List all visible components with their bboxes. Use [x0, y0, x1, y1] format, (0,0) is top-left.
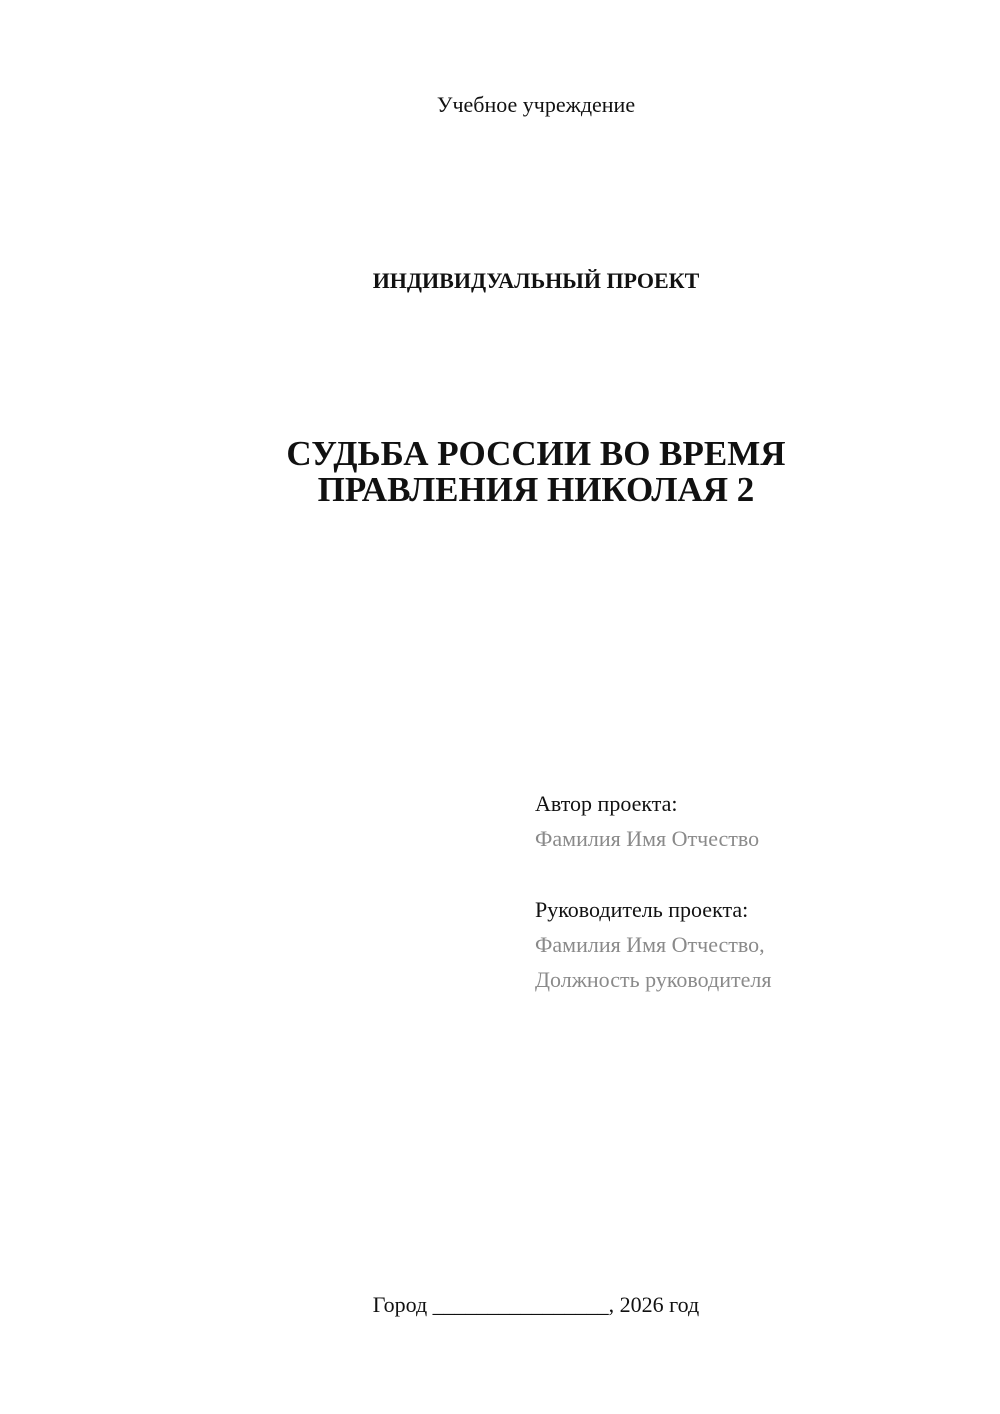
author-name-placeholder: Фамилия Имя Отчество: [535, 826, 760, 851]
project-title-line-2: ПРАВЛЕНИЯ НИКОЛАЯ 2: [317, 470, 755, 509]
supervisor-position-placeholder: Должность руководителя: [535, 967, 772, 992]
project-type-heading: ИНДИВИДУАЛЬНЫЙ ПРОЕКТ: [372, 268, 700, 293]
supervisor-label: Руководитель проекта:: [535, 897, 749, 922]
supervisor-name-placeholder: Фамилия Имя Отчество,: [535, 932, 765, 957]
project-title: [0, 436, 1000, 508]
author-block: [535, 786, 975, 856]
institution-name: Учебное учреждение: [436, 92, 636, 117]
project-title-line-1: СУДЬБА РОССИИ ВО ВРЕМЯ: [286, 434, 786, 473]
city-year-footer: Город ________________, 2026 год: [372, 1292, 700, 1317]
author-label: Автор проекта:: [535, 791, 678, 816]
supervisor-block: [535, 892, 975, 997]
